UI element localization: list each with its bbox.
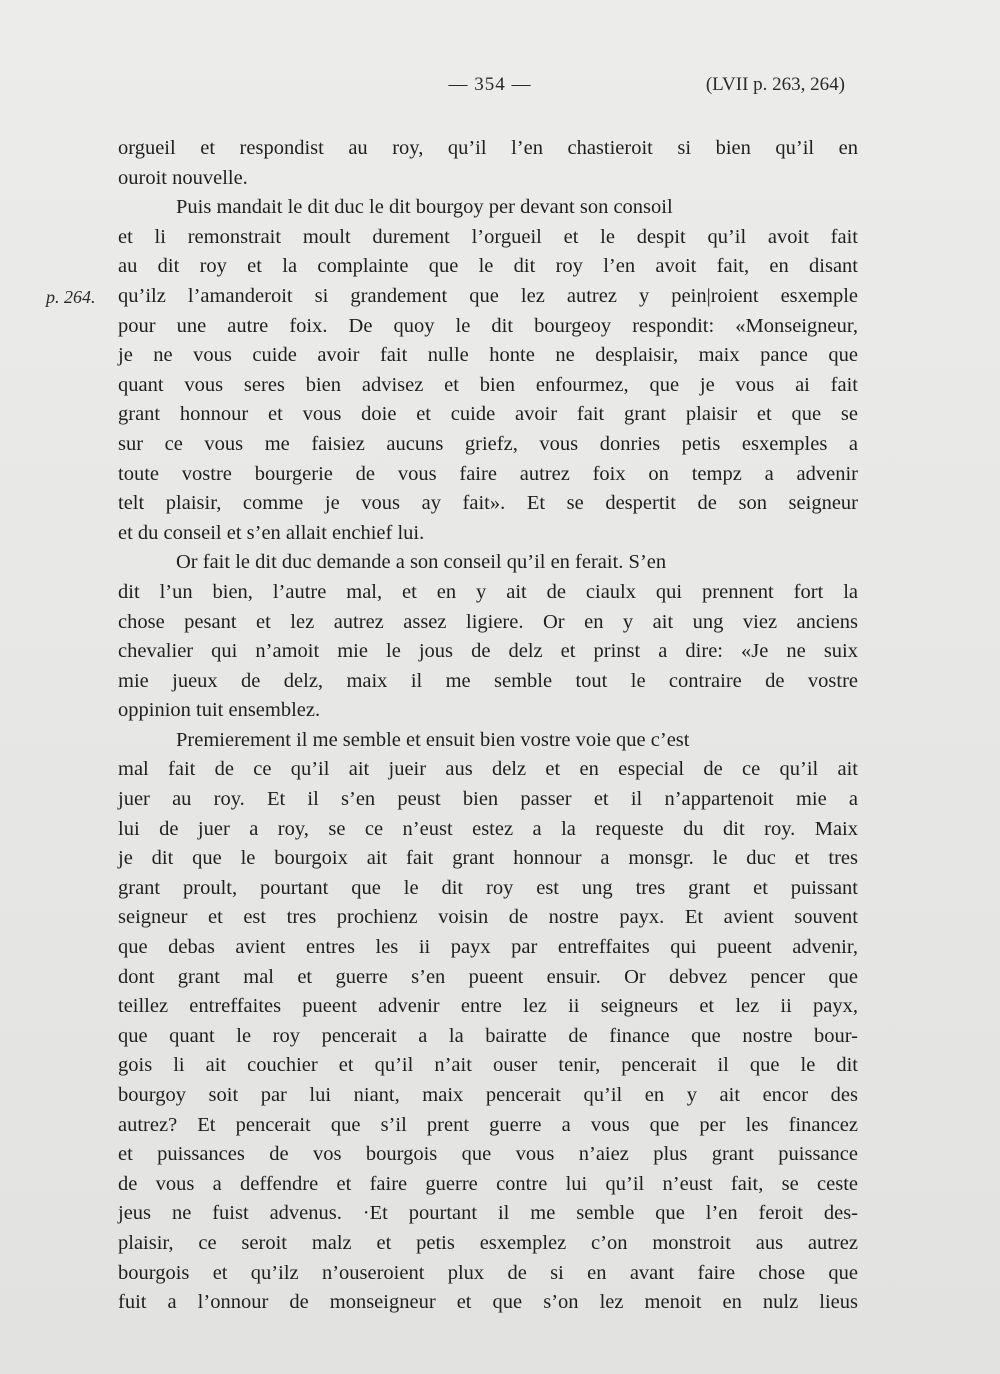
text-line: dont grant mal et guerre s’en pueent ensuir. Or debvez pencer que bbox=[118, 965, 858, 988]
text-line: Puis mandait le dit duc le dit bourgoy per devant son consoil bbox=[176, 196, 673, 219]
text-line: gois li ait couchier et qu’il n’ait ouser tenir, pencerait il que le dit bbox=[118, 1054, 858, 1077]
text-line: juer au roy. Et il s’en peust bien passer et il n’appartenoit mie a bbox=[118, 788, 858, 811]
text-line: et puissances de vos bourgois que vous n’aiez plus grant puissance bbox=[118, 1143, 858, 1166]
running-head bbox=[0, 74, 1000, 102]
text-line: plaisir, ce seroit malz et petis esxemplez c’on monstroit aus autrez bbox=[118, 1231, 858, 1254]
text-line: de vous a deffendre et faire guerre contre lui qu’il n’eust fait, se ceste bbox=[118, 1172, 858, 1195]
text-line: teillez entreffaites pueent advenir entre lez ii seigneurs et lez ii payx, bbox=[118, 995, 858, 1018]
body-text bbox=[118, 134, 858, 1318]
text-line: bourgois et qu’ilz n’ouseroient plux de si en avant faire chose que bbox=[118, 1261, 858, 1284]
text-line: seigneur et est tres prochienz voisin de nostre payx. Et avient souvent bbox=[118, 906, 858, 929]
page-reference: (LVII p. 263, 264) bbox=[705, 74, 845, 95]
text-line: que debas avient entres les ii payx par entreffaites qui pueent advenir, bbox=[118, 936, 858, 959]
text-line: Or fait le dit duc demande a son conseil qu’il en ferait. S’en bbox=[176, 551, 667, 574]
text-line: mie jueux de delz, maix il me semble tout le contraire de vostre bbox=[118, 669, 858, 692]
text-line: au dit roy et la complainte que le dit roy l’en avoit fait, en disant bbox=[118, 255, 858, 278]
text-line: oppinion tuit ensemblez. bbox=[118, 699, 321, 722]
text-line: pour une autre foix. De quoy le dit bourgeoy respondit: «Monseigneur, bbox=[118, 314, 858, 337]
text-line: mal fait de ce qu’il ait jueir aus delz et en especial de ce qu’il ait bbox=[118, 758, 858, 781]
text-line: autrez? Et pencerait que s’il prent guerre a vous que per les financez bbox=[118, 1113, 858, 1136]
text-line: chose pesant et lez autrez assez ligiere. Or en y ait ung viez anciens bbox=[118, 610, 858, 633]
text-line: fuit a l’onnour de monseigneur et que s’on lez menoit en nulz lieus bbox=[118, 1291, 858, 1314]
text-line: sur ce vous me faisiez aucuns griefz, vous donries petis esxemples a bbox=[118, 432, 858, 455]
margin-page-note: p. 264. bbox=[46, 287, 96, 307]
text-line: grant honnour et vous doie et cuide avoir fait grant plaisir et que se bbox=[118, 403, 858, 426]
text-line: orgueil et respondist au roy, qu’il l’en chastieroit si bien qu’il en bbox=[118, 137, 858, 159]
text-line: telt plaisir, comme je vous ay fait». Et se despertit de son seigneur bbox=[118, 492, 858, 515]
text-line: jeus ne fuist advenus. ·Et pourtant il me semble que l’en feroit des- bbox=[118, 1202, 858, 1225]
page-number: — 354 — bbox=[448, 74, 532, 95]
text-line: dit l’un bien, l’autre mal, et en y ait de ciaulx qui prennent fort la bbox=[118, 580, 858, 603]
text-line: bourgoy soit par lui niant, maix pencerait qu’il en y ait encor des bbox=[118, 1084, 858, 1106]
text-line: toute vostre bourgerie de vous faire autrez foix on tempz a advenir bbox=[118, 462, 858, 485]
text-line: et li remonstrait moult durement l’orgueil et le despit qu’il avoit fait bbox=[118, 225, 858, 248]
text-line: je ne vous cuide avoir fait nulle honte ne desplaisir, maix pance que bbox=[118, 344, 858, 367]
text-line: je dit que le bourgoix ait fait grant honnour a monsgr. le duc et tres bbox=[118, 847, 858, 870]
text-line: Premierement il me semble et ensuit bien vostre voie que c’est bbox=[176, 728, 690, 751]
text-line: ouroit nouvelle. bbox=[118, 166, 248, 189]
text-line: chevalier qui n’amoit mie le jous de delz et prinst a dire: «Je ne suix bbox=[118, 640, 858, 663]
text-line: que quant le roy pencerait a la bairatte de finance que nostre bour- bbox=[118, 1024, 858, 1047]
text-line: lui de juer a roy, se ce n’eust estez a la requeste du dit roy. Maix bbox=[118, 817, 858, 840]
text-line: et du conseil et s’en allait enchief lui. bbox=[118, 521, 425, 544]
text-line: qu’ilz l’amanderoit si grandement que lez autrez y pein|roient esxemple bbox=[118, 284, 858, 307]
text-line: grant proult, pourtant que le dit roy est ung tres grant et puissant bbox=[118, 876, 858, 899]
text-line: quant vous seres bien advisez et bien enfourmez, que je vous ai fait bbox=[118, 373, 858, 396]
